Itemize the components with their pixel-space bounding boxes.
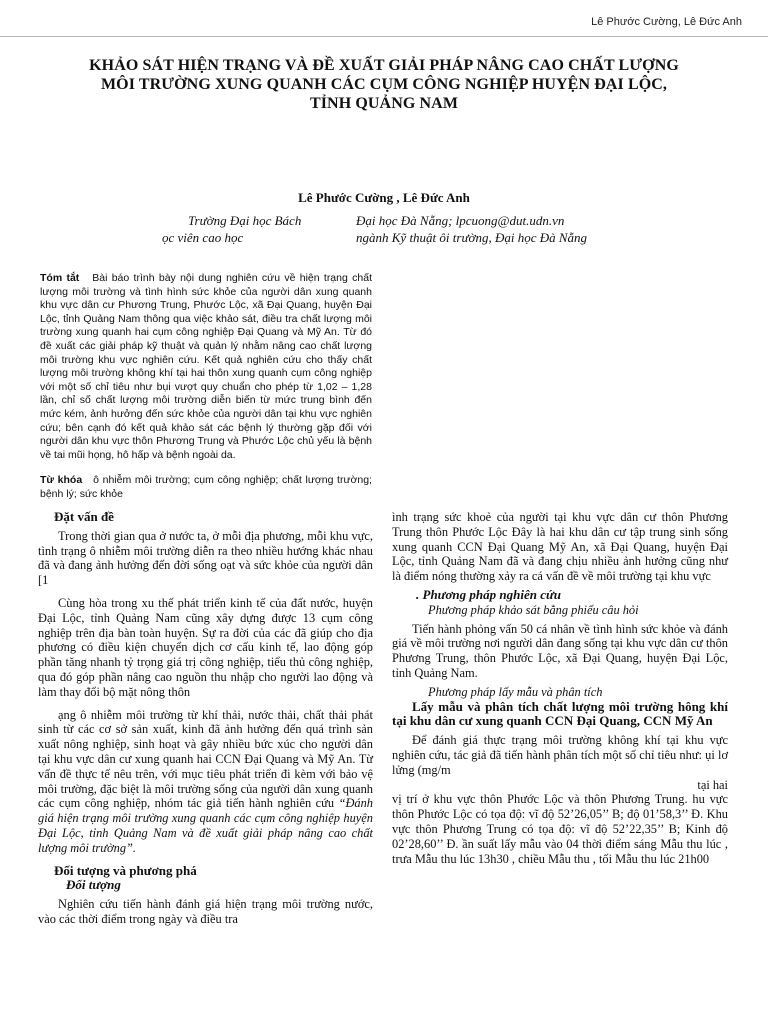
sampling-paragraph-1-end: tại hai xyxy=(697,777,728,792)
subheading-survey: Phương pháp khảo sát bằng phiếu câu hỏi xyxy=(428,602,639,617)
survey-paragraph: Tiến hành phỏng vấn 50 cá nhân về tình hình sức khỏe và đánh giá về môi trường nơi người dân đang sống tại khu vực dân cư thôn Phương Trung, thôn Phước Lộc, xã Đại Quang, huyện Đại Lộc, tỉnh Quảng Nam. xyxy=(392,621,728,680)
subheading-object: Đối tượng xyxy=(66,877,121,893)
abstract-text: Bài báo trình bày nội dung nghiên cứu về hiện trạng chất lượng môi trường và tình hình sức khỏe của người dân xung quanh khu vực dân cư Phương Trung, Phước Lộc, xã Đại Quang, huyện Đại Lộc, tỉnh Quảng Nam thông qua việc khảo sát, điều tra chất lượng môi trường xung quanh hai cụm công nghiệp Đại Quang và Mỹ An. Từ đó đề xuất các giải pháp kỹ thuật và quản lý nhằm nâng cao chất lượng môi trường khu vực nghiên cứu. Kết quả nghiên cứu cho thấy chất lượng môi trường không khí tại hai thôn xung quanh cụm công nghiệp với một số chỉ tiêu như bụi vượt quy chuẩn cho phép từ 1,02 – 1,28 lần, chỉ số chất lượng môi trường diễn biến từ mức trung bình đến mức kém, ảnh hưởng đến sức khỏe của người dân tại khu vực nghiên cứu; bên cạnh đó kết quả khảo sát các bệnh lý thường gặp đối với người dân khu vực thôn Phương Trung và Phước Lộc chủ yếu là bệnh về tai mũi họng, hô hấp và bệnh ngoài da. xyxy=(40,272,372,461)
heading-research-method: . Phương pháp nghiên cứu xyxy=(416,586,562,602)
right-paragraph-1: ình trạng sức khoẻ của người tại khu vực dân cư thôn Phương Trung thôn Phước Lộc Đây là hai khu dân cư tập trung sinh sống xung quanh CCN Đại Quang Mỹ An, xã Đại Quang, huyện Đại Lộc, tỉnh Quảng Nam đã và đang chịu nhiều ảnh hưởng cũng như là điểm nóng thường xảy ra cá vấn đề về môi trường tại khu vực xyxy=(392,510,728,584)
title-line-3: TỈNH QUẢNG NAM xyxy=(309,95,459,112)
sampling-paragraph-1: Để đánh giá thực trạng môi trường không khí tại khu vực nghiên cứu, tác giả đã tiến hành phân tích một số chỉ tiêu như: ụi lơ lửng (mg/m xyxy=(392,733,728,777)
abstract-paragraph xyxy=(40,272,372,462)
author-line: Lê Phước Cường , Lê Đức Anh xyxy=(298,190,470,205)
paper-title xyxy=(30,56,738,113)
heading-introduction: Đặt vấn đề xyxy=(54,509,114,524)
title-line-1: KHẢO SÁT HIỆN TRẠNG VÀ ĐỀ XUẤT GIẢI PHÁP NÂNG CAO CHẤT LƯỢNG xyxy=(89,57,679,74)
left-column xyxy=(38,510,373,927)
intro-paragraph-3-text: ạng ô nhiễm môi trường từ khí thải, nước thải, chất thải phát sinh từ các cơ sở sản xuất, kinh đã ảnh hưởng đến quá trình sản xuất nông nghiệp, sinh hoạt và gây nhiều bức xúc cho người dân tại khu vực dân cư xung quanh hai CCN Đại Quang và Mỹ An. Từ vấn đề thực tế nêu trên, với mục tiêu phát triển đi kèm với bảo vệ môi trường, đặc biệt là môi trường sống của người dân xung quanh các cụm công nghiệp, nhóm tác giả tiến hành nghiên cứu xyxy=(38,707,373,811)
keywords-paragraph xyxy=(40,474,372,501)
affiliation-1-left: Trường Đại học Bách xyxy=(188,213,302,228)
keywords-label: Từ khóa xyxy=(40,474,83,487)
keywords-text: ô nhiễm môi trường; cụm công nghiệp; chất lượng trường; bệnh lý; sức khỏe xyxy=(40,474,372,500)
heading-air-sampling: Lấy mẫu và phân tích chất lượng môi trường hông khí tại khu dân cư xung quanh CCN Đại Quang, CCN Mỹ An xyxy=(392,698,728,729)
running-header xyxy=(0,0,768,37)
abstract-block xyxy=(40,272,372,502)
intro-paragraph-2: Cùng hòa trong xu thế phát triển kinh tế của đất nước, huyện Đại Lộc, tỉnh Quảng Nam cũng xây dựng được 13 cụm công nghiệp trên địa bàn toàn huyện. Sự ra đời của các đã giúp cho địa phương có điều kiện chuyển dịch cơ cấu kinh tế, lao động góp phần tăng nhanh tỷ trọng giá trị công nghiệp, tiểu thủ công nghiệp, qua đó góp phần nâng cao nguồn thu nhập cho người lao động và làm thay đổi bộ mặt nông thôn xyxy=(38,595,373,699)
abstract-label: Tóm tắt xyxy=(40,272,80,284)
sampling-paragraph-2: vị trí ở khu vực thôn Phước Lộc và thôn Phương Trung. hu vực thôn Phước Lộc có tọa độ: vĩ độ 52’26,05’’ B; độ 01’58,3’’ Đ. Khu vực thôn Phương Trung có tọa độ: vĩ độ 52’22,35’’ B; Kinh độ 02’28,60’’ Đ. ần suất lấy mẫu vào 04 thời điểm sáng Mẫu thu lúc , trưa Mẫu thu lúc 13h30 , chiều Mẫu thu , tối Mẫu thu lúc 21h00 xyxy=(392,792,728,866)
heading-methods: Đối tượng và phương phá xyxy=(54,862,197,878)
right-column xyxy=(392,510,728,866)
affiliation-2-right: ngành Kỹ thuật ôi trường, Đại học Đà Nẵng xyxy=(356,230,588,245)
running-head-authors: Lê Phước Cường, Lê Đức Anh xyxy=(591,16,742,28)
object-paragraph: Nghiên cứu tiến hành đánh giá hiện trạng môi trường nước, vào các thời điểm trong ngày và điều tra xyxy=(38,897,373,926)
study-title-quote: “Đánh giá hiện trạng môi trường xung quanh các cụm công nghiệp huyện Đại Lộc, tỉnh Quảng Nam và đề xuất giải pháp nâng cao chất lượng môi trường”. xyxy=(38,796,373,855)
affiliation-1-right: Đại học Đà Nẵng; lpcuong@dut.udn.vn xyxy=(356,213,565,228)
affiliation-2-left: ọc viên cao học xyxy=(162,230,244,245)
intro-paragraph-3 xyxy=(38,708,373,856)
subheading-sampling: Phương pháp lấy mẫu và phân tích xyxy=(428,684,603,699)
intro-paragraph-1: Trong thời gian qua ở nước ta, ở mỗi địa phương, mỗi khu vực, tình trạng ô nhiễm môi trường diễn ra theo nhiều hướng khác nhau đã và đang ảnh hưởng đến đời sống oạt và sức khỏe của người dân [1 xyxy=(38,528,373,588)
title-line-2: MÔI TRƯỜNG XUNG QUANH CÁC CỤM CÔNG NGHIỆP HUYỆN ĐẠI LỘC, xyxy=(100,76,668,93)
